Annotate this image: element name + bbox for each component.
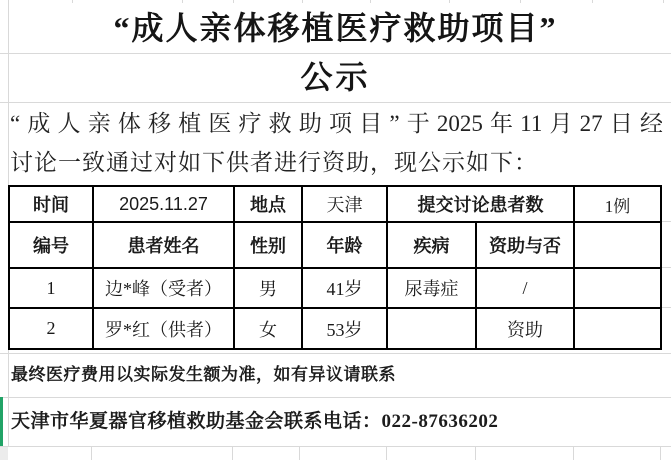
table-row bbox=[9, 308, 661, 349]
data-cell[interactable] bbox=[574, 308, 661, 349]
data-cell[interactable]: / bbox=[476, 268, 574, 308]
data-cell[interactable]: 尿毒症 bbox=[387, 268, 476, 308]
document-subtitle: 公示 bbox=[300, 59, 371, 95]
time-value-cell[interactable]: 2025.11.27 bbox=[93, 186, 234, 222]
gridline bbox=[91, 447, 92, 460]
contact-line: 天津市华夏器官移植救助基金会联系电话：022-87636202 bbox=[11, 411, 499, 432]
gridline bbox=[0, 446, 671, 447]
gridline bbox=[660, 447, 661, 460]
header-cell-funded[interactable]: 资助与否 bbox=[476, 222, 574, 268]
sheet-corner-block bbox=[0, 447, 8, 460]
gridline bbox=[386, 447, 387, 460]
table-row bbox=[9, 268, 661, 308]
patients-table bbox=[8, 185, 662, 350]
gridline bbox=[661, 221, 671, 222]
document-title: “成人亲体移植医疗救助项目” bbox=[113, 10, 558, 46]
header-cell-extra[interactable] bbox=[574, 222, 661, 268]
selection-indicator bbox=[0, 397, 3, 446]
header-cell-name[interactable]: 患者姓名 bbox=[93, 222, 234, 268]
table-row bbox=[9, 186, 661, 222]
data-cell[interactable] bbox=[574, 268, 661, 308]
gridline bbox=[661, 307, 671, 308]
intro-paragraph bbox=[10, 104, 663, 182]
place-value-cell[interactable]: 天津 bbox=[302, 186, 387, 222]
place-label-cell[interactable]: 地点 bbox=[234, 186, 302, 222]
header-cell-gender[interactable]: 性别 bbox=[234, 222, 302, 268]
data-cell[interactable]: 资助 bbox=[476, 308, 574, 349]
header-cell-id[interactable]: 编号 bbox=[9, 222, 93, 268]
intro-line-2: 讨论一致通过对如下供者进行资助，现公示如下： bbox=[10, 150, 538, 175]
gridline bbox=[0, 102, 671, 103]
data-cell[interactable]: 边*峰（受者） bbox=[93, 268, 234, 308]
gridline bbox=[299, 447, 300, 460]
data-cell[interactable]: 2 bbox=[9, 308, 93, 349]
data-cell[interactable]: 男 bbox=[234, 268, 302, 308]
footer-note: 最终医疗费用以实际发生额为准，如有异议请联系 bbox=[11, 365, 396, 384]
gridline bbox=[661, 267, 671, 268]
data-cell[interactable]: 罗*红（供者） bbox=[93, 308, 234, 349]
data-cell[interactable] bbox=[387, 308, 476, 349]
data-cell[interactable]: 1 bbox=[9, 268, 93, 308]
count-label-cell[interactable]: 提交讨论患者数 bbox=[387, 186, 574, 222]
gridline bbox=[232, 447, 233, 460]
header-cell-age[interactable]: 年龄 bbox=[302, 222, 387, 268]
count-value-cell[interactable]: 1例 bbox=[574, 186, 661, 222]
data-cell[interactable]: 53岁 bbox=[302, 308, 387, 349]
intro-line-1: “成人亲体移植医疗救助项目”于2025年11月27日经 bbox=[10, 111, 663, 136]
data-cell[interactable]: 41岁 bbox=[302, 268, 387, 308]
data-cell[interactable]: 女 bbox=[234, 308, 302, 349]
gridline bbox=[475, 447, 476, 460]
time-label-cell[interactable]: 时间 bbox=[9, 186, 93, 222]
gridline bbox=[573, 447, 574, 460]
table-row bbox=[9, 222, 661, 268]
gridline bbox=[663, 0, 664, 3]
header-cell-disease[interactable]: 疾病 bbox=[387, 222, 476, 268]
